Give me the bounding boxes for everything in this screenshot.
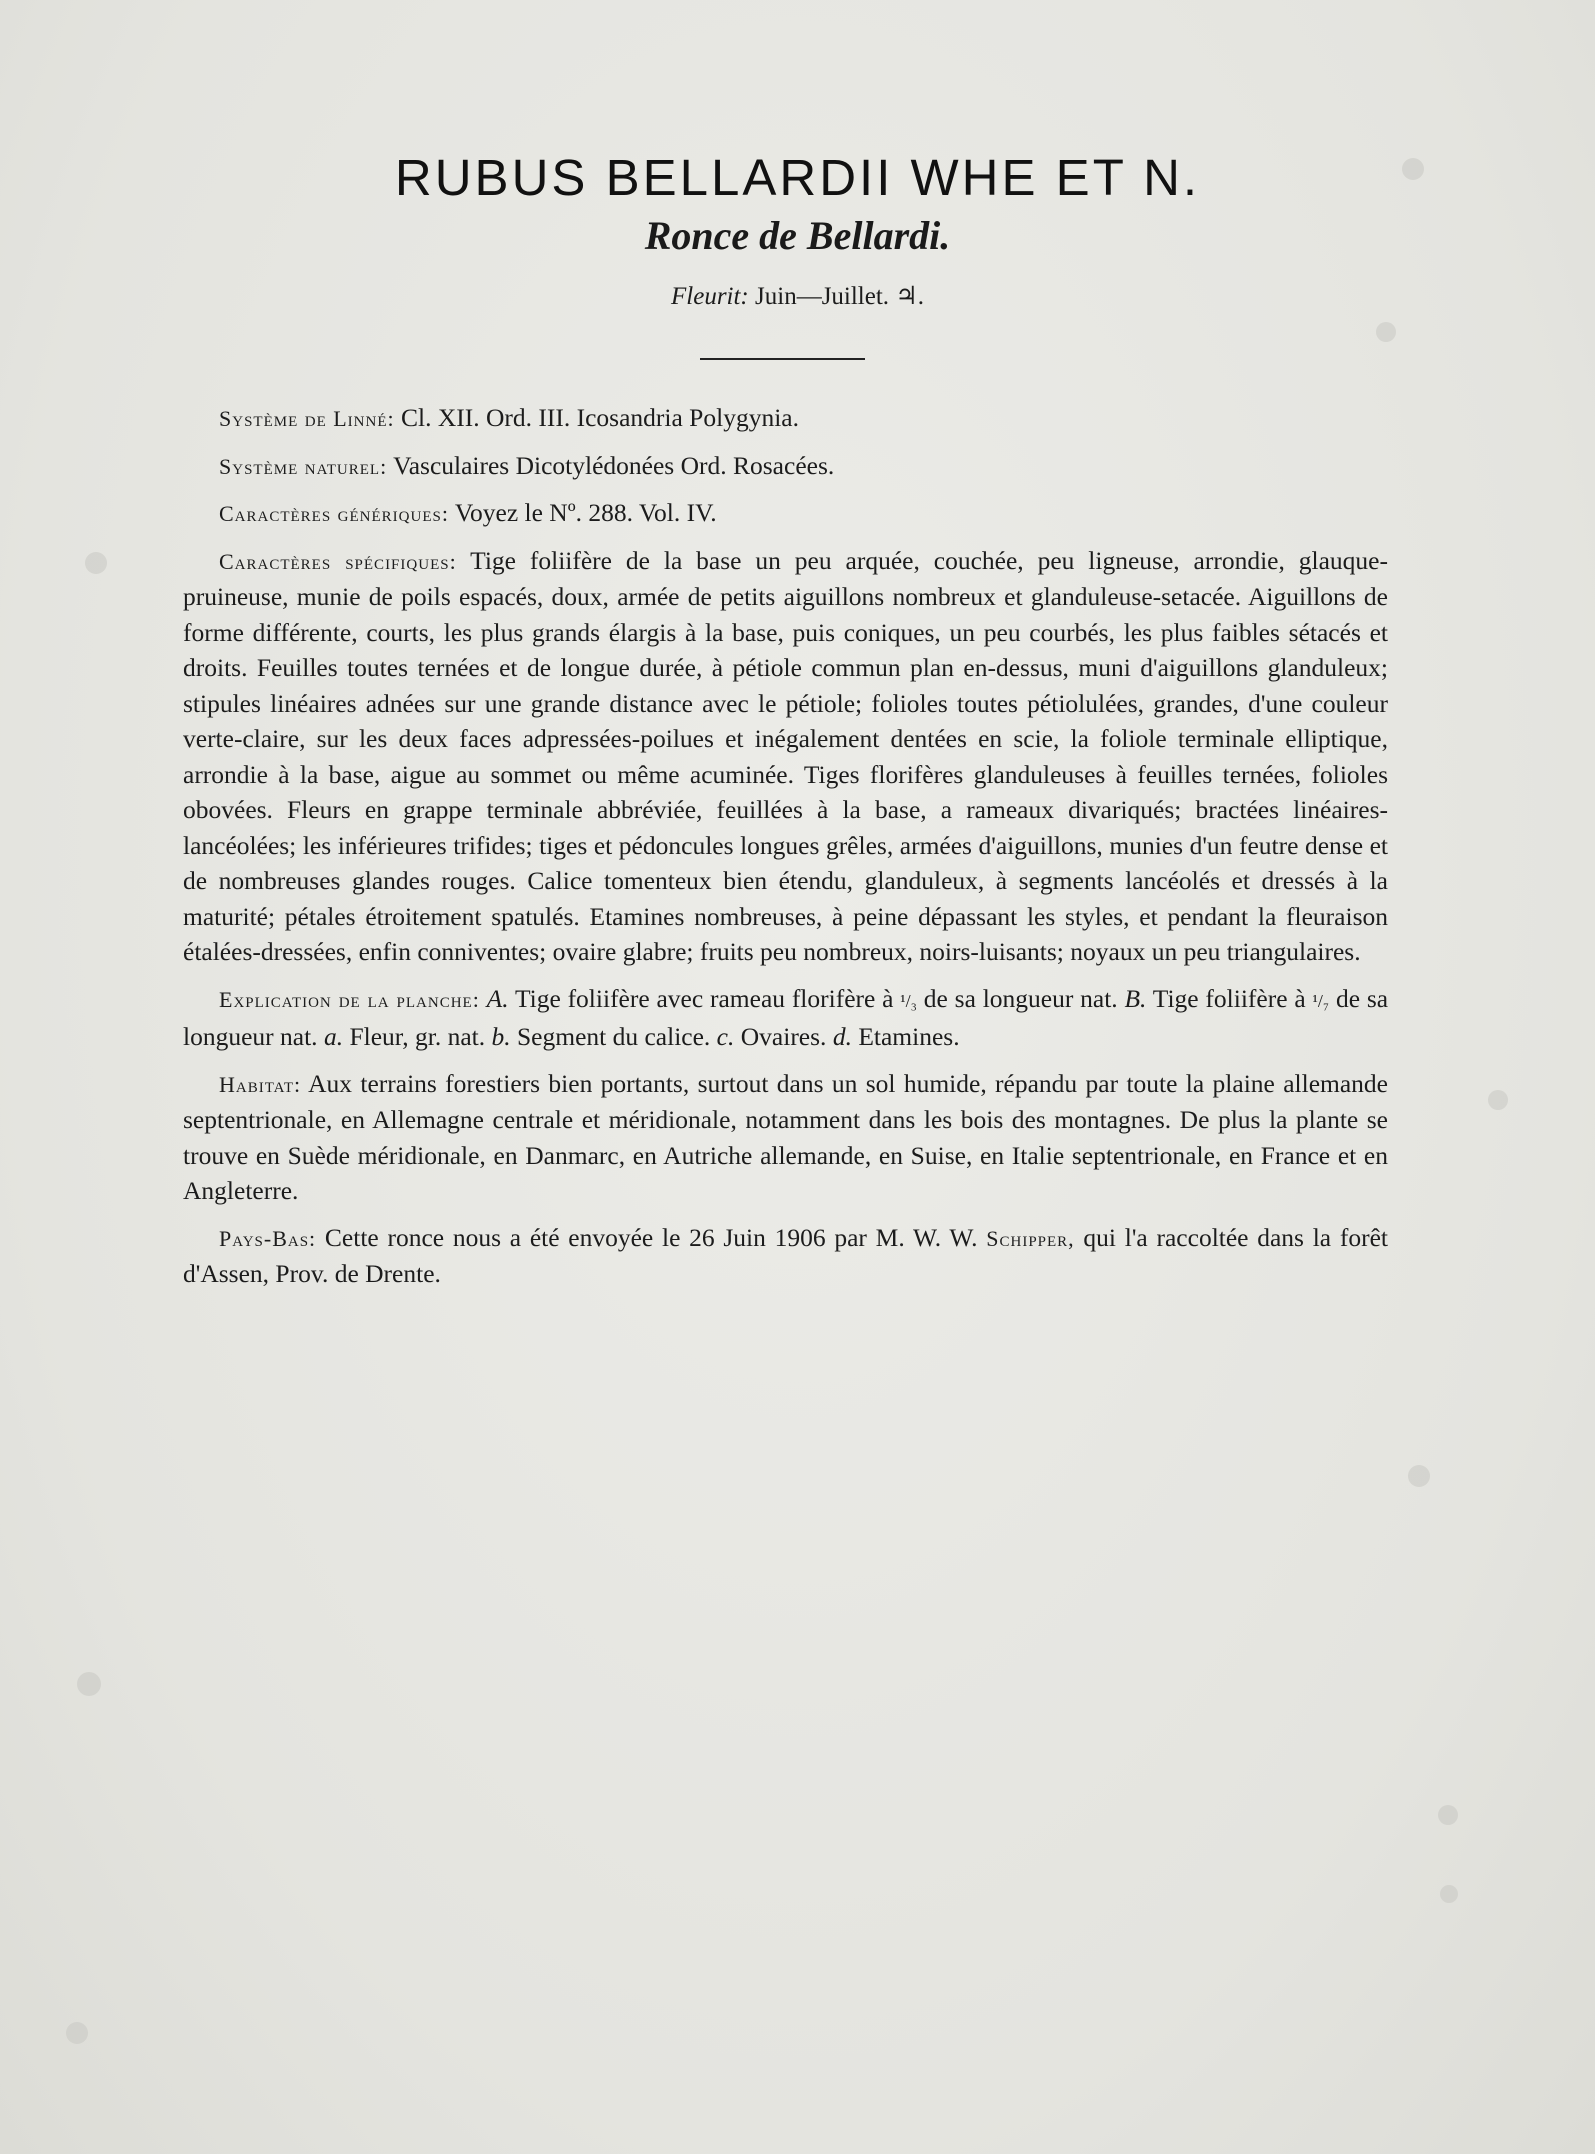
figure-text-b: Segment du calice.	[516, 1022, 711, 1051]
plate-tail-b: de sa longueur nat.	[183, 983, 1389, 1051]
paper-spot	[1438, 1805, 1458, 1825]
section-label: Système naturel:	[219, 453, 388, 479]
page-title: RUBUS BELLARDII WHE ET N.	[394, 149, 1201, 206]
section-text: Tige foliifère de la base un peu arquée, couchée, peu ligneuse, arrondie, glauque-pruineuse, munie de poils espacés, doux, armée de petits aiguillons nombreux et glanduleuse-setacée. Aiguillons de forme différente, courts, les plus grands élargis à la base, puis coniques, un peu courbés, les plus faibles sétacés et droits. Feuilles toutes ternées et de longue durée, à pétiole commun plan en-dessus, muni d'aiguillons glanduleux; stipules linéaires adnées sur une grande distance avec le pétiole; folioles toutes pétiolulées, grandes, d'une couleur verte-claire, sur les deux faces adpressées-poilues et inégalement dentées en scie, la foliole terminale elliptique, arrondie à la base, aigue au sommet ou même acuminée. Tiges florifères glanduleuses à feuilles ternées, folioles obovées. Fleurs en grappe terminale abbréviée, feuillées à la base, a rameaux divariqués; bractées linéaires-lancéolées; les inférieures trifides; tiges et pédoncules longues grêles, armées d'aiguillons, munies d'un feutre dense et de nombreuses glandes rouges. Calice tomenteux bien étendu, glanduleux, à segments lancéolés et dressés à la maturité; pétales étroitement spatulés. Etamines nombreuses, à peine dépassant les styles, et pendant la fleuraison étalées-dressées, enfin conniventes; ovaire glabre; fruits peu nombreux, noirs-luisants; noyaux un peu triangulaires.	[183, 545, 1388, 966]
page-subtitle: Ronce de Bellardi.	[644, 213, 951, 258]
plate-text-b: Tige foliifère à	[1152, 983, 1306, 1013]
section-label: Habitat:	[219, 1071, 302, 1097]
paper-spot	[1440, 1885, 1458, 1903]
perennial-symbol: ♃.	[895, 283, 924, 310]
section-specifiques	[183, 543, 1388, 970]
figure-text-c: Ovaires.	[740, 1022, 827, 1051]
flowering-line	[0, 281, 1595, 311]
title-divider	[700, 358, 865, 360]
figure-letter-d: d.	[832, 1022, 852, 1051]
figure-text-a: Fleur, gr. nat.	[349, 1022, 486, 1051]
paper-spot	[77, 1672, 101, 1696]
collector-name: Schipper,	[986, 1225, 1075, 1251]
section-text-tail: qui l'a raccoltée dans la forêt d'Assen, Prov. de Drente.	[183, 1222, 1389, 1288]
figure-letter-a: a.	[323, 1022, 344, 1051]
figure-letter-b: b.	[491, 1022, 511, 1051]
section-text: Aux terrains forestiers bien portants, surtout dans un sol humide, répandu par toute la plaine allemande septentrionale, en Allemagne centrale et méridionale, notamment dans les bois des montagnes. De plus la plante se trouve en Suède méridionale, en Danmarc, en Autriche allemande, en Suise, en Italie septentrionale, en France et en Angleterre.	[183, 1068, 1388, 1205]
figure-letter-c: c.	[716, 1022, 735, 1051]
section-label: Pays-Bas:	[219, 1225, 317, 1251]
paper-spot	[1376, 322, 1396, 342]
section-paysbas	[183, 1220, 1388, 1292]
paper-spot	[1408, 1465, 1430, 1487]
section-linne	[183, 400, 1388, 437]
section-text: Cl. XII. Ord. III. Icosandria Polygynia.	[400, 403, 799, 432]
plate-text-a: Tige foliifère avec rameau florifère à	[514, 983, 894, 1013]
section-naturel	[183, 448, 1388, 485]
flowering-label: Fleurit:	[671, 283, 749, 310]
scale-fraction-a: ¹/₃	[900, 990, 917, 1011]
plate-letter-b: B.	[1124, 983, 1147, 1013]
section-label: Caractères génériques:	[219, 501, 449, 526]
section-habitat	[183, 1066, 1388, 1209]
section-explication	[183, 981, 1388, 1055]
section-text: Cette ronce nous a été envoyée le 26 Juin 1906 par M. W. W.	[324, 1222, 978, 1252]
section-label: Caractères spécifiques:	[219, 548, 457, 574]
paper-spot	[1488, 1090, 1508, 1110]
scale-fraction-b: ¹/₇	[1312, 990, 1330, 1011]
paper-spot	[66, 2022, 88, 2044]
section-text: Vasculaires Dicotylédonées Ord. Rosacées.	[393, 450, 835, 480]
section-label: Explication de la planche:	[219, 986, 480, 1012]
paper-spot	[85, 552, 107, 574]
plate-letter-a: A.	[486, 983, 509, 1013]
section-label: Système de Linné:	[219, 406, 395, 431]
flowering-value: Juin—Juillet.	[755, 283, 890, 310]
plate-tail-a: de sa longueur nat.	[923, 983, 1118, 1013]
figure-text-d: Etamines.	[858, 1022, 960, 1051]
document-body	[183, 400, 1388, 1303]
section-text: Voyez le Nº. 288. Vol. IV.	[454, 498, 717, 527]
section-generiques	[183, 495, 1388, 532]
